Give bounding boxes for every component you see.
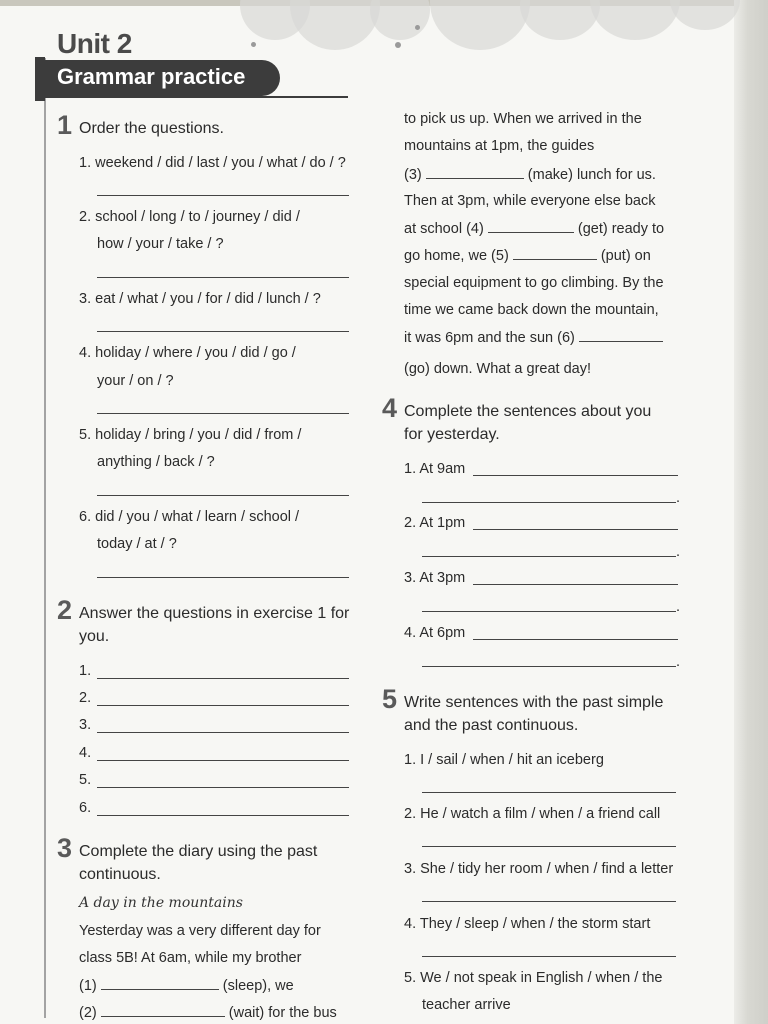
ex1-item-1: 1. weekend / did / last / you / what / do / ?	[79, 155, 346, 171]
ex1-answer-line-6[interactable]	[97, 577, 349, 578]
ex5-item-3: 3. She / tidy her room / when / find a letter	[404, 861, 674, 877]
ex4-answer-line-3a[interactable]	[473, 584, 678, 585]
ex2-answer-label-1: 1.	[79, 663, 92, 679]
diary-blank-5[interactable]	[513, 247, 597, 260]
ex1-item-2: 2. school / long / to / journey / did /	[79, 209, 300, 225]
exercise-5-instruction-1: Write sentences with the past simple	[404, 694, 664, 711]
ex2-answer-line-4[interactable]	[97, 760, 349, 761]
margin-rule	[44, 58, 46, 1018]
diary-line-1: Yesterday was a very different day for	[79, 923, 321, 939]
ex5-item-5-cont: teacher arrive	[422, 997, 511, 1013]
exercise-2-number: 2	[57, 595, 73, 625]
exercise-4-instruction-2: for yesterday.	[404, 426, 500, 443]
diary-blank-2[interactable]	[101, 1004, 225, 1017]
diary-line-r2: mountains at 1pm, the guides	[404, 138, 595, 154]
ex4-end-dot-1: .	[676, 490, 681, 506]
diary-line-r6: go home, we (5) (put) on	[404, 248, 651, 264]
exercise-4-instruction-1: Complete the sentences about you	[404, 403, 652, 420]
exercise-1-instruction: Order the questions.	[79, 120, 224, 137]
ex1-item-6: 6. did / you / what / learn / school /	[79, 509, 300, 525]
ex4-end-dot-4: .	[676, 654, 681, 670]
diary-line-r8: time we came back down the mountain,	[404, 302, 659, 318]
diary-line-blank-2: (2) (wait) for the bus	[79, 1005, 337, 1021]
exercise-5-instruction-2: and the past continuous.	[404, 717, 579, 734]
ex5-item-5: 5. We / not speak in English / when / the	[404, 970, 663, 986]
ex1-item-5-cont: anything / back / ?	[97, 454, 215, 470]
exercise-4-number: 4	[382, 393, 398, 423]
ex1-answer-line-4[interactable]	[97, 413, 349, 414]
exercise-2-instruction-2: you.	[79, 628, 110, 645]
exercise-3-number: 3	[57, 833, 73, 863]
ex1-item-4-cont: your / on / ?	[97, 373, 174, 389]
ex4-answer-line-1a[interactable]	[473, 475, 678, 476]
ex2-answer-line-3[interactable]	[97, 732, 349, 733]
diary-line-r7: special equipment to go climbing. By the	[404, 275, 664, 291]
ex4-answer-line-4b[interactable]	[422, 666, 676, 667]
ex1-answer-line-5[interactable]	[97, 495, 349, 496]
ex2-answer-label-4: 4.	[79, 745, 92, 761]
section-title: Grammar practice	[57, 64, 246, 89]
ex1-item-5: 5. holiday / bring / you / did / from /	[79, 427, 302, 443]
diary-line-r9: it was 6pm and the sun (6)	[404, 329, 663, 346]
unit-title: Unit 2	[57, 28, 132, 59]
diary-blank-1[interactable]	[101, 977, 219, 990]
diary-line-2: class 5B! At 6am, while my brother	[79, 950, 302, 966]
ex1-item-6-cont: today / at / ?	[97, 536, 177, 552]
ex4-item-4: 4. At 6pm	[404, 625, 466, 641]
ex5-item-4: 4. They / sleep / when / the storm start	[404, 916, 651, 932]
ex5-answer-line-3[interactable]	[422, 901, 676, 902]
diary-blank-6[interactable]	[579, 329, 663, 342]
exercise-5-number: 5	[382, 684, 398, 714]
ex4-answer-line-2b[interactable]	[422, 556, 676, 557]
diary-blank-3[interactable]	[426, 166, 524, 179]
scan-edge-right	[734, 0, 768, 1024]
diary-title: A day in the mountains	[79, 895, 243, 911]
ex4-end-dot-3: .	[676, 599, 681, 615]
diary-line-blank-1: (1) (sleep), we	[79, 978, 294, 994]
ex5-answer-line-4[interactable]	[422, 956, 676, 957]
ex2-answer-label-6: 6.	[79, 800, 92, 816]
ex4-item-3: 3. At 3pm	[404, 570, 466, 586]
ex1-answer-line-1[interactable]	[97, 195, 349, 196]
ex1-answer-line-3[interactable]	[97, 331, 349, 332]
ex1-item-2-cont: how / your / take / ?	[97, 236, 224, 252]
ex2-answer-line-1[interactable]	[97, 678, 349, 679]
diary-line-r3: (3) (make) lunch for us.	[404, 167, 656, 183]
ex5-answer-line-2[interactable]	[422, 846, 676, 847]
ex4-answer-line-4a[interactable]	[473, 639, 678, 640]
ex5-item-1: 1. I / sail / when / hit an iceberg	[404, 752, 604, 768]
ex4-item-1: 1. At 9am	[404, 461, 466, 477]
exercise-2-instruction-1: Answer the questions in exercise 1 for	[79, 605, 350, 622]
diary-line-r1: to pick us up. When we arrived in the	[404, 111, 642, 127]
exercise-3-instruction-1: Complete the diary using the past	[79, 843, 318, 860]
ex2-answer-line-5[interactable]	[97, 787, 349, 788]
ex1-item-3: 3. eat / what / you / for / did / lunch / ?	[79, 291, 321, 307]
exercise-1-number: 1	[57, 110, 73, 140]
ex2-answer-label-2: 2.	[79, 690, 92, 706]
ex2-answer-line-2[interactable]	[97, 705, 349, 706]
header-bubbles-decoration	[240, 0, 740, 60]
diary-line-r5: at school (4) (get) ready to	[404, 221, 665, 237]
section-title-underline	[45, 96, 348, 98]
ex2-answer-label-3: 3.	[79, 717, 92, 733]
exercise-3-instruction-2: continuous.	[79, 866, 161, 883]
ex1-answer-line-2[interactable]	[97, 277, 349, 278]
ex4-answer-line-2a[interactable]	[473, 529, 678, 530]
ex5-answer-line-1[interactable]	[422, 792, 676, 793]
diary-line-r4: Then at 3pm, while everyone else back	[404, 193, 656, 209]
ex2-answer-label-5: 5.	[79, 772, 92, 788]
diary-blank-4[interactable]	[488, 220, 574, 233]
ex4-answer-line-1b[interactable]	[422, 502, 676, 503]
diary-line-r10: (go) down. What a great day!	[404, 361, 591, 377]
ex1-item-4: 4. holiday / where / you / did / go /	[79, 345, 296, 361]
ex2-answer-line-6[interactable]	[97, 815, 349, 816]
ex4-item-2: 2. At 1pm	[404, 515, 466, 531]
ex4-end-dot-2: .	[676, 544, 681, 560]
ex4-answer-line-3b[interactable]	[422, 611, 676, 612]
ex5-item-2: 2. He / watch a film / when / a friend call	[404, 806, 661, 822]
